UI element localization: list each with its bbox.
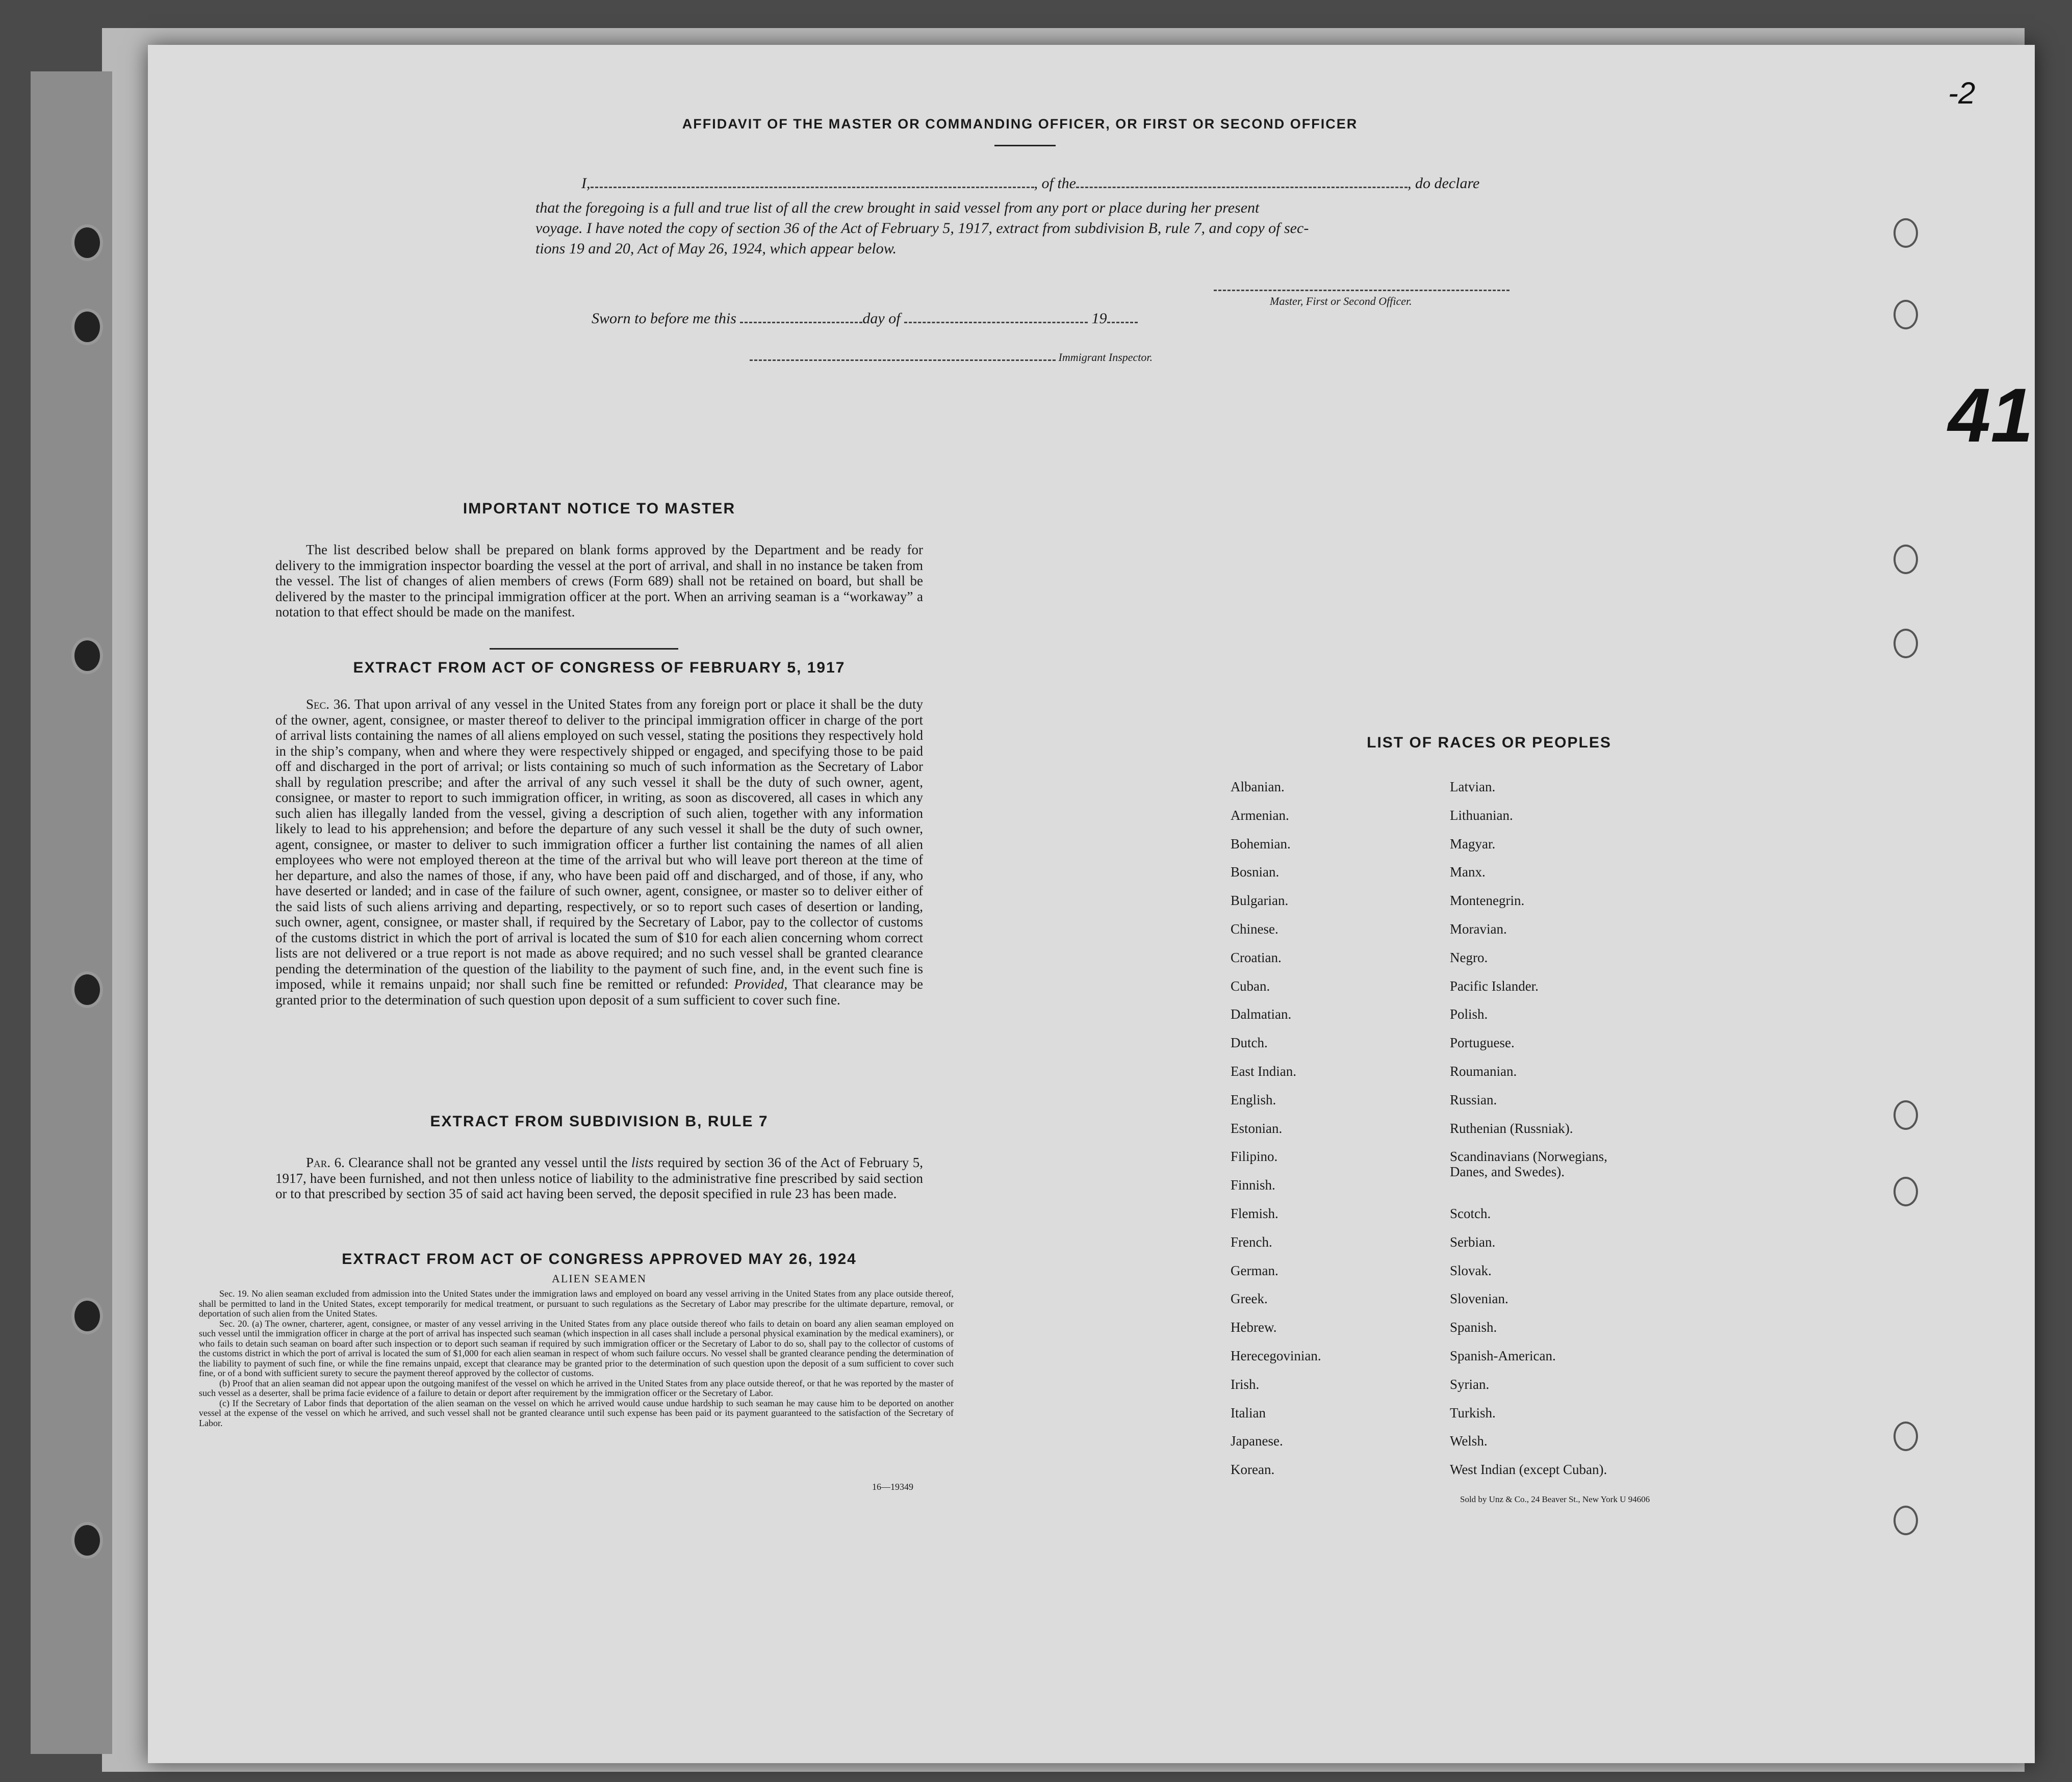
divider (994, 145, 1056, 146)
race-item: Irish. (1231, 1376, 1260, 1392)
inspector-line (750, 351, 1153, 364)
rule7-body-end: required by section 36 of the Act of February 5, 1917, have been furnished, and not then unless notice of liability to the administrative fine prescribed by said section or to that prescribed by section 35 of said act having been served, the deposit specified in rule 23 has been made. (275, 1155, 924, 1201)
notice-text (275, 542, 923, 620)
race-item: Bohemian. (1231, 836, 1291, 851)
race-item: Turkish. (1450, 1405, 1496, 1421)
race-item: Ruthenian (Russniak). (1450, 1120, 1573, 1136)
month-blank (904, 322, 1088, 323)
race-item: Pacific Islander. (1450, 978, 1539, 994)
extract-1924-text (199, 1289, 954, 1428)
name-blank (591, 187, 1034, 188)
sworn-label: Sworn to before me this (592, 310, 736, 327)
race-item: Italian (1231, 1405, 1266, 1421)
extract-1917-title: EXTRACT FROM ACT OF CONGRESS OF FEBRUARY 5, 1917 (353, 659, 846, 676)
race-item: East Indian. (1231, 1063, 1296, 1079)
extract-1924-title: EXTRACT FROM ACT OF CONGRESS APPROVED MAY 26, 1924 (342, 1251, 857, 1268)
race-item: Cuban. (1231, 978, 1270, 994)
section-body-end: That clearance may be granted prior to the determination of such question upon deposit of a sum sufficient to cover such fine. (275, 976, 924, 1008)
alien-seamen-subtitle: ALIEN SEAMEN (552, 1272, 647, 1285)
extract-1917-text (275, 696, 923, 1008)
race-item: Slovenian. (1450, 1291, 1508, 1307)
affidavit-i-label: I, (581, 175, 591, 192)
section-label: Sec. 36. (306, 696, 351, 712)
punch-hole (1894, 545, 1918, 574)
binder-hole (71, 308, 103, 345)
race-item: Slovak. (1450, 1262, 1492, 1278)
race-item: West Indian (except Cuban). (1450, 1462, 1607, 1478)
race-item: Dalmatian. (1231, 1006, 1292, 1022)
provided-label: Provided, (734, 976, 788, 992)
race-item: Scotch. (1450, 1205, 1491, 1221)
affidavit-body-line: voyage. I have noted the copy of section 36 of the Act of February 5, 1917, extract from subdivision B, rule 7, and copy of sec- (535, 220, 1309, 237)
day-of-label: day of (862, 310, 901, 327)
race-item: Latvian. (1450, 779, 1496, 794)
day-blank (740, 322, 862, 323)
race-item: Spanish. (1450, 1320, 1497, 1335)
race-item: Bulgarian. (1231, 893, 1289, 909)
race-item: Moravian. (1450, 921, 1507, 937)
section-20c: (c) If the Secretary of Labor finds that deportation of the alien seaman on the vessel on which he arrived would cause undue hardship to such seaman he may cause him to be deported on another vessel at the expense of the vessel on which he arrived, and such vessel shall not be granted clearance until such expense has been paid or its payment guaranteed to the satisfaction of the Secretary of Labor. (199, 1398, 954, 1428)
master-signature-label: Master, First or Second Officer. (1270, 295, 1412, 307)
affidavit-of-the: , of the (1034, 175, 1076, 192)
year-blank (1107, 322, 1138, 323)
race-item: Albanian. (1231, 779, 1285, 794)
race-item: Finnish. (1231, 1177, 1275, 1193)
race-item: Hebrew. (1231, 1320, 1277, 1335)
punch-hole (1894, 1422, 1918, 1451)
extract-rule7-title: EXTRACT FROM SUBDIVISION B, RULE 7 (430, 1113, 769, 1130)
race-item: Negro. (1450, 949, 1488, 965)
punch-hole (1894, 300, 1918, 329)
master-signature-line (1214, 290, 1510, 291)
section-20b: (b) Proof that an alien seaman did not appear upon the outgoing manifest of the vessel on which he arrived in the United States from any place outside thereof, or that he was reported by the master of such vessel as a deserter, shall be prima facie evidence of a failure to detain or deport after requirement by the immigration officer or the Secretary of Labor. (199, 1378, 954, 1398)
binder-hole (71, 1298, 103, 1334)
paragraph-label: Par. 6. (306, 1155, 345, 1170)
punch-hole (1894, 629, 1918, 658)
punch-hole (1894, 1100, 1918, 1130)
races-title: LIST OF RACES OR PEOPLES (1367, 734, 1611, 751)
affidavit-declaration-line (581, 175, 1724, 192)
race-item: Magyar. (1450, 836, 1496, 851)
races-right-column (1450, 779, 1664, 1490)
binder-hole (71, 224, 103, 261)
seller-imprint: Sold by Unz & Co., 24 Beaver St., New York U 94606 (1460, 1494, 1650, 1504)
race-item: Polish. (1450, 1006, 1488, 1022)
lists-word: lists (631, 1155, 654, 1170)
notice-paragraph: The list described below shall be prepared on blank forms approved by the Department and be ready for delivery to the immigration inspector boarding the vessel at the port of arrival, and shall in no instance be taken from the vessel. The list of changes of alien members of crews (Form 689) shall not be retained on board, but shall be delivered by the master to the principal immigration officer at the port. When an arriving seaman is a “workaway” a notation to that effect should be made on the manifest. (275, 542, 923, 619)
race-item: Korean. (1231, 1462, 1275, 1478)
section-19: Sec. 19. No alien seaman excluded from admission into the United States under the immigration laws and employed on board any vessel arriving in the United States from any place outside thereof, shall be permitted to land in the United States, except temporarily for medical treatment, or pursuant to such regulations as the Secretary of Labor may prescribe for the ultimate departure, removal, or deportation of such alien from the United States. (199, 1288, 954, 1319)
rule7-body: Clearance shall not be granted any vessel until the (348, 1155, 628, 1170)
race-item: Montenegrin. (1450, 893, 1525, 909)
section-20a: Sec. 20. (a) The owner, charterer, agent, consignee, or master of any vessel arriving in the United States from any place outside thereof who fails to detain on board any alien seaman employed on such vessel until the immigration officer in charge at the port of arrival has inspected such seaman (which inspection in all cases shall include a personal physical examination by the medical examiners), or who fails to detain such seaman on board after such inspection or to deport such seaman if required by such immigration officer or the Secretary of Labor to do so, shall pay to the collector of customs of the customs district in which the port of arrival is located the sum of $1,000 for each alien seaman in respect of whom such failure occurs. No vessel shall be granted clearance pending the determination of the liability to payment of such fine, or while the fine remains unpaid, except that clearance may be granted prior to the determination of such question upon the deposit of a sum sufficient to cover such fine, or of a bond with sufficient surety to secure the payment thereof approved by the collector of customs. (199, 1318, 954, 1378)
inspector-signature-blank (750, 359, 1056, 361)
affidavit-body-line: tions 19 and 20, Act of May 26, 1924, which appear below. (535, 240, 897, 257)
race-item: Chinese. (1231, 921, 1278, 937)
races-left-column (1231, 779, 1445, 1490)
form-number: 16—19349 (872, 1482, 913, 1492)
binder-hole (71, 1522, 103, 1559)
vessel-blank (1076, 187, 1408, 188)
punch-hole (1894, 1506, 1918, 1535)
race-item: Portuguese. (1450, 1035, 1515, 1051)
race-item: Manx. (1450, 864, 1486, 880)
race-item: Japanese. (1231, 1433, 1283, 1449)
race-item: Roumanian. (1450, 1063, 1517, 1079)
affidavit-body (535, 198, 1729, 259)
affidavit-title: AFFIDAVIT OF THE MASTER OR COMMANDING OFFICER, OR FIRST OR SECOND OFFICER (682, 116, 1358, 132)
race-item: German. (1231, 1262, 1278, 1278)
race-item: Bosnian. (1231, 864, 1280, 880)
race-item: Serbian. (1450, 1234, 1496, 1250)
handwritten-mark: 41 (1948, 372, 2033, 458)
extract-rule7-text (275, 1155, 923, 1202)
sworn-line (592, 310, 1138, 327)
race-item: Russian. (1450, 1092, 1497, 1107)
race-item: Lithuanian. (1450, 807, 1513, 823)
binder-hole (71, 637, 103, 674)
punch-hole (1894, 218, 1918, 248)
race-item: Spanish-American. (1450, 1348, 1556, 1363)
notice-title: IMPORTANT NOTICE TO MASTER (463, 500, 736, 517)
race-item: Welsh. (1450, 1433, 1488, 1449)
race-item: Greek. (1231, 1291, 1268, 1307)
divider (490, 648, 678, 650)
handwritten-page-number: -2 (1948, 76, 1976, 110)
race-item: Armenian. (1231, 807, 1289, 823)
year-label: 19 (1091, 310, 1107, 327)
race-item: Flemish. (1231, 1205, 1278, 1221)
race-item: Herecegovinian. (1231, 1348, 1321, 1363)
race-item: French. (1231, 1234, 1272, 1250)
manifest-page (148, 45, 2035, 1763)
section-body: That upon arrival of any vessel in the United States from any foreign port or place it shall be the duty of the owner, agent, consignee, or master thereof to deliver to the principal immigration officer in charge of the port of arrival lists containing the names of all aliens employed on such vessel, stating the positions they respectively hold in the ship’s company, when and where they were respectively shipped or engaged, and specifying those to be paid off and discharged in the port of arrival; or lists containing so much of such information as the Secretary of Labor shall by regulation prescribe; and after the arrival of any such vessel it shall be the duty of such owner, agent, consignee, or master to report to such immigration officer, in writing, as soon as discovered, all cases in which any such alien has illegally landed from the vessel, giving a description of such alien, together with any information likely to lead to his apprehension; and before the departure of any such vessel it shall be the duty of such owner, agent, consignee, or master to deliver to such immigration officer a further list containing the names of all alien employees who were not employed thereon at the time of the arrival but who will leave port thereon at the time of her departure, and also the names of those, if any, who have been paid off and discharged, and of those, if any, who have deserted or landed; and in case of the failure of such owner, agent, consignee, or master so to deliver either of the said lists of such aliens arriving and departing, respectively, or so to report such cases of desertion or landing, such owner, agent, consignee, or master shall, if required by the Secretary of Labor, pay to the collector of customs of the customs district in which the port of arrival is located the sum of $10 for each alien concerning whom correct lists are not delivered or a true report is not made as above required; and no such vessel shall be granted clearance pending the determination of the question of the liability to the payment of such fine, and, in the event such fine is imposed, while it remains unpaid; nor shall such fine be remitted or refunded: (275, 696, 924, 992)
race-item: English. (1231, 1092, 1276, 1107)
affidavit-body-line: that the foregoing is a full and true list of all the crew brought in said vessel from any port or place during her present (535, 199, 1260, 216)
inspector-label: Immigrant Inspector. (1058, 351, 1153, 364)
race-item: Filipino. (1231, 1149, 1278, 1165)
affidavit-do-declare: , do declare (1408, 175, 1480, 192)
race-item: Croatian. (1231, 949, 1282, 965)
race-item: Dutch. (1231, 1035, 1268, 1051)
punch-hole (1894, 1177, 1918, 1206)
binder-hole (71, 971, 103, 1008)
race-item: Scandinavians (Norwegians, Danes, and Swedes). (1450, 1149, 1607, 1180)
race-item: Estonian. (1231, 1120, 1283, 1136)
race-item: Syrian. (1450, 1376, 1490, 1392)
